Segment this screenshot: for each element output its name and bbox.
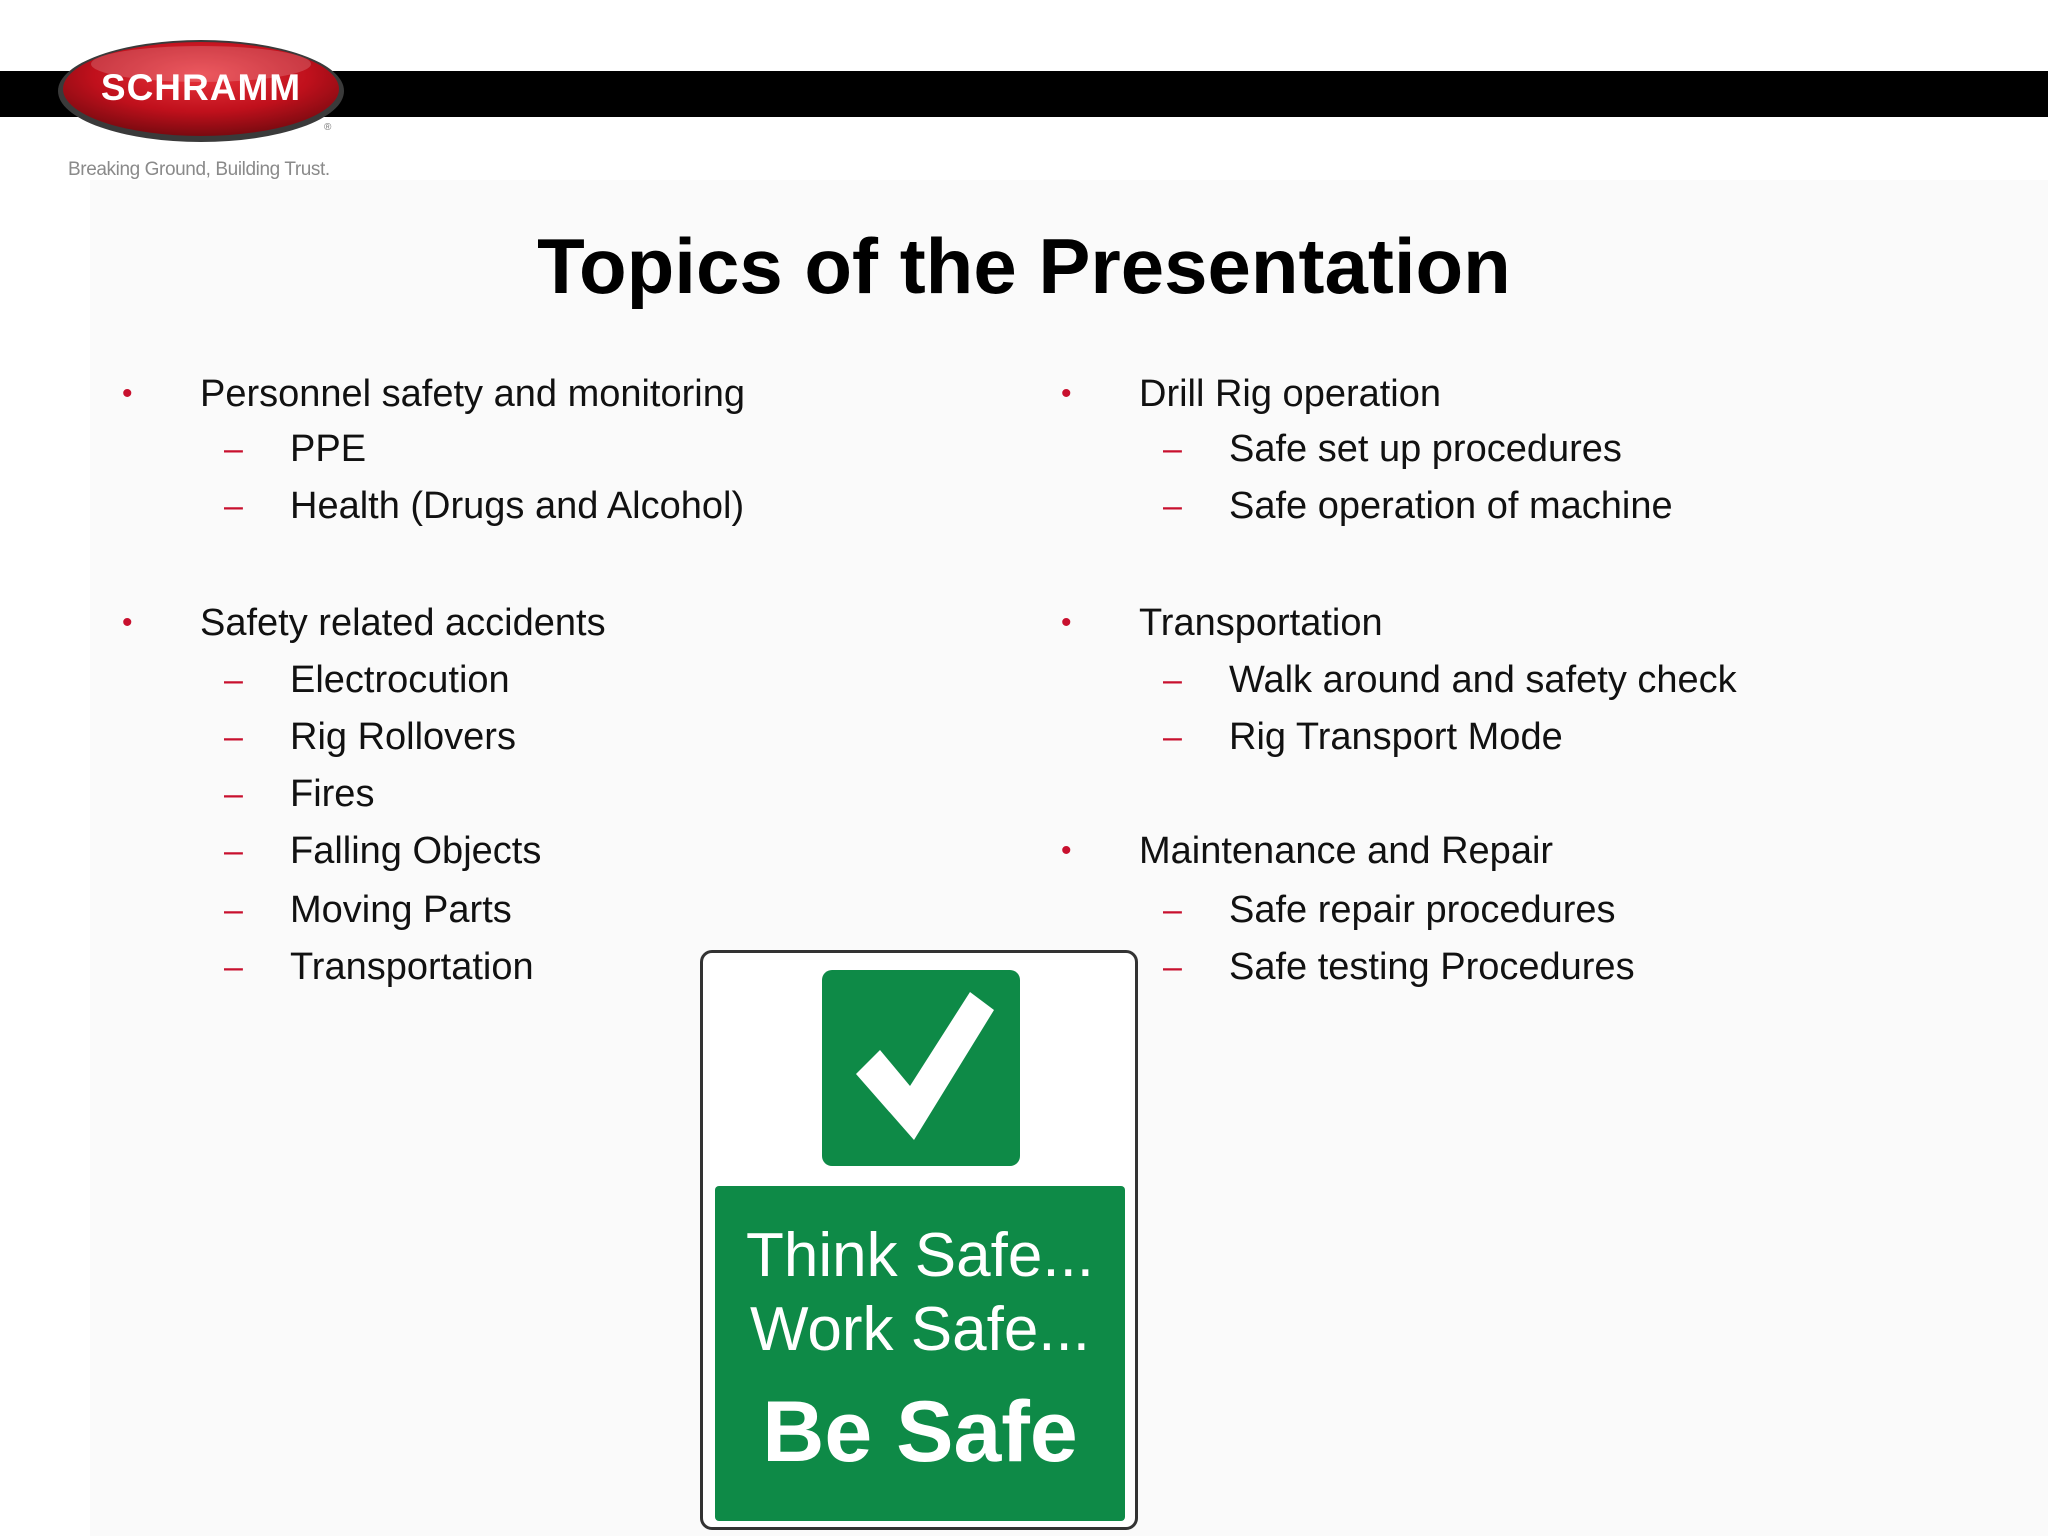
bullet-marker: • [122, 377, 133, 410]
subtopic-safe-testing: Safe testing Procedures [1229, 946, 1635, 988]
subtopic-safe-set-up: Safe set up procedures [1229, 428, 1622, 470]
topic-heading-safety-accidents: Safety related accidents [200, 602, 606, 644]
topic-heading-maintenance-repair: Maintenance and Repair [1139, 830, 1554, 872]
sign-line-be-safe: Be Safe [762, 1384, 1078, 1480]
sign-line-work-safe: Work Safe... [750, 1295, 1090, 1364]
dash-marker: – [224, 775, 243, 813]
subtopic-fires: Fires [290, 773, 375, 815]
bullet-marker: • [122, 606, 133, 639]
logo-wordmark: SCHRAMM [100, 67, 302, 108]
subtopic-ppe: PPE [290, 428, 367, 470]
dash-marker: – [1163, 487, 1182, 525]
subtopic-transportation: Transportation [290, 946, 534, 988]
dash-marker: – [224, 832, 243, 870]
topic-heading-personnel-safety: Personnel safety and monitoring [200, 373, 745, 415]
dash-marker: – [224, 661, 243, 699]
topic-heading-drill-rig-operation: Drill Rig operation [1139, 373, 1442, 415]
topic-heading-transportation: Transportation [1139, 602, 1383, 644]
subtopic-health: Health (Drugs and Alcohol) [290, 485, 745, 527]
registered-mark: ® [324, 122, 332, 133]
sign-text-panel [715, 1186, 1125, 1521]
dash-marker: – [1163, 948, 1182, 986]
dash-marker: – [224, 891, 243, 929]
dash-marker: – [1163, 718, 1182, 756]
slide-title: Topics of the Presentation [537, 222, 1511, 310]
dash-marker: – [224, 948, 243, 986]
dash-marker: – [1163, 430, 1182, 468]
subtopic-electrocution: Electrocution [290, 659, 510, 701]
subtopic-rig-rollovers: Rig Rollovers [290, 716, 516, 758]
subtopic-safe-repair: Safe repair procedures [1229, 889, 1616, 931]
subtopic-moving-parts: Moving Parts [290, 889, 512, 931]
subtopic-falling-objects: Falling Objects [290, 830, 542, 872]
subtopic-walk-around: Walk around and safety check [1229, 659, 1737, 701]
logo-tagline: Breaking Ground, Building Trust. [68, 159, 330, 180]
dash-marker: – [224, 487, 243, 525]
subtopic-safe-operation: Safe operation of machine [1229, 485, 1673, 527]
dash-marker: – [1163, 661, 1182, 699]
bullet-marker: • [1061, 606, 1072, 639]
dash-marker: – [224, 430, 243, 468]
bullet-marker: • [1061, 834, 1072, 867]
checkmark-icon [822, 970, 1020, 1166]
subtopic-rig-transport-mode: Rig Transport Mode [1229, 716, 1563, 758]
dash-marker: – [224, 718, 243, 756]
dash-marker: – [1163, 891, 1182, 929]
bullet-marker: • [1061, 377, 1072, 410]
sign-check-panel [822, 970, 1020, 1166]
sign-line-think-safe: Think Safe... [745, 1221, 1095, 1290]
safety-sign [700, 950, 1138, 1530]
schramm-logo [52, 30, 352, 152]
